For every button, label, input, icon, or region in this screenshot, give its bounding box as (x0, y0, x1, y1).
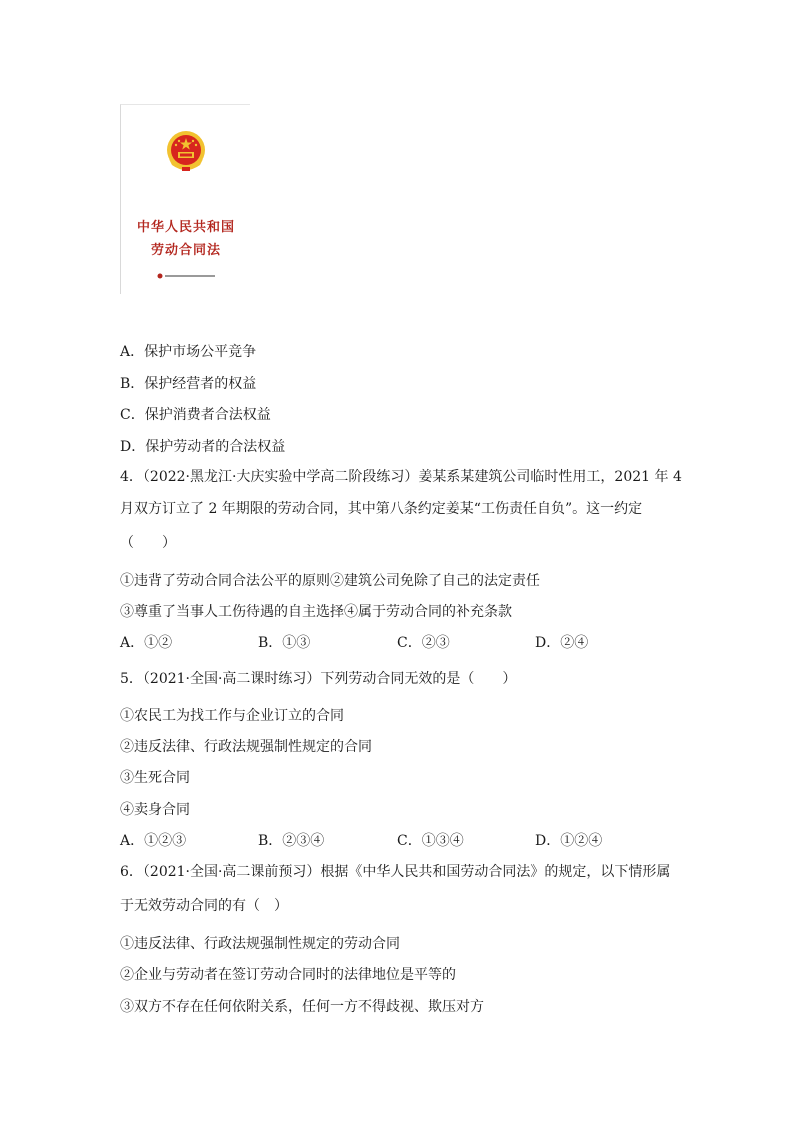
national-emblem-icon (163, 129, 209, 175)
q4-stem-line3: （ ） (120, 535, 176, 551)
q4-statement-1: ①违背了劳动合同合法公平的原则②建筑公司免除了自己的法定责任 (120, 573, 540, 589)
q3-option-c: C．保护消费者合法权益 (120, 407, 271, 423)
q4-option-b: B．①③ (258, 635, 311, 651)
q6-statement-1: ①违反法律、行政法规强制性规定的劳动合同 (120, 936, 400, 952)
q3-option-a: A．保护市场公平竞争 (120, 344, 257, 360)
q4-statement-2: ③尊重了当事人工伤待遇的自主选择④属于劳动合同的补充条款 (120, 604, 512, 620)
q5-stem: 5．（2021·全国·高二课时练习）下列劳动合同无效的是（ ） (120, 671, 517, 687)
q4-stem-line1: 4．（2022·黑龙江·大庆实验中学高二阶段练习）姜某系某建筑公司临时性用工，2021 年 4 (120, 469, 682, 485)
q5-option-d: D．①②④ (535, 833, 603, 849)
q6-stem-line1: 6．（2021·全国·高二课前预习）根据《中华人民共和国劳动合同法》的规定，以下情形属 (120, 864, 671, 880)
q5-statement-2: ②违反法律、行政法规强制性规定的合同 (120, 739, 372, 755)
q3-option-b: B．保护经营者的权益 (120, 376, 257, 392)
q4-option-a: A．①② (120, 635, 173, 651)
labor-contract-law-book-cover (120, 104, 250, 294)
q5-statement-1: ①农民工为找工作与企业订立的合同 (120, 708, 344, 724)
q5-statement-3: ③生死合同 (120, 770, 190, 786)
q3-option-d: D．保护劳动者的合法权益 (120, 439, 286, 455)
q6-statement-3: ③双方不存在任何依附关系，任何一方不得歧视、欺压对方 (120, 999, 484, 1015)
q5-option-c: C．①③④ (397, 833, 464, 849)
cover-title-line1: 中华人民共和国 (136, 220, 235, 235)
q5-statement-4: ④卖身合同 (120, 802, 190, 818)
q4-stem-line2: 月双方订立了 2 年期限的劳动合同，其中第八条约定姜某“工伤责任自负”。这一约定 (120, 501, 643, 517)
q5-option-a: A．①②③ (120, 833, 187, 849)
q5-option-b: B．②③④ (258, 833, 325, 849)
q4-option-c: C．②③ (397, 635, 450, 651)
cover-title-line2: 劳动合同法 (150, 243, 221, 258)
q6-stem-line2: 于无效劳动合同的有（ ） (120, 898, 288, 914)
q6-statement-2: ②企业与劳动者在签订劳动合同时的法律地位是平等的 (120, 967, 456, 983)
q4-option-d: D．②④ (535, 635, 589, 651)
publisher-logo-icon (157, 273, 217, 279)
